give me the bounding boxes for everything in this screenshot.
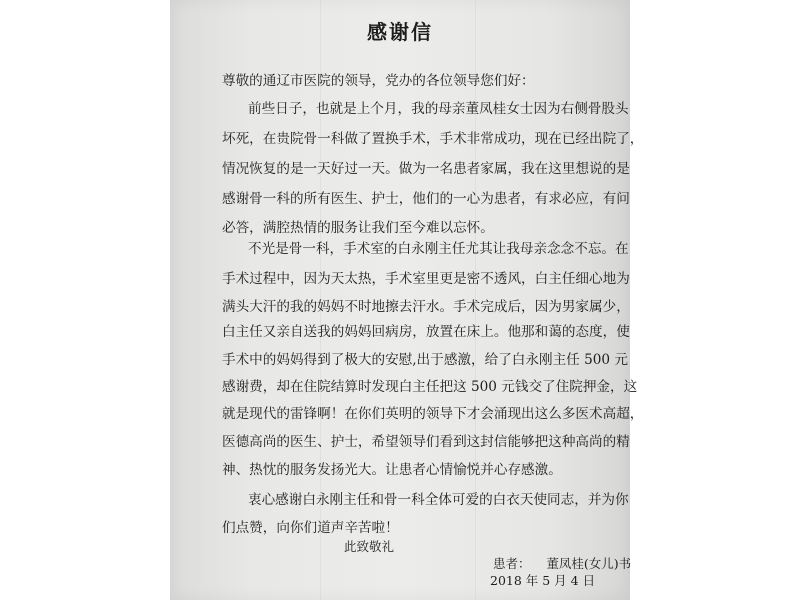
letter-paper — [170, 0, 644, 600]
letter-line: 感谢骨一科的所有医生、护士，他们的一心为患者，有求必应，有问 — [222, 191, 630, 207]
letter-line: 感谢费，却在住院结算时发现白主任把这 500 元钱交了住院押金，这 — [222, 379, 638, 395]
letter-line: 不光是骨一科，手术室的白永刚主任尤其让我母亲念念不忘。在 — [248, 241, 629, 257]
letter-signature: 患者： 董凤桂(女儿)书 — [493, 556, 632, 571]
letter-line: 前些日子，也就是上个月，我的母亲董凤桂女士因为右侧骨股头 — [248, 101, 629, 117]
letter-line: 手术中的妈妈得到了极大的安慰,出于感激，给了白永刚主任 500 元 — [222, 352, 628, 368]
letter-line: 神、热忱的服务发扬光大。让患者心情愉悦并心存感激。 — [222, 462, 562, 478]
letter-line: 们点赞，向你们道声辛苦啦！ — [222, 520, 399, 536]
letter-line: 满头大汗的我的妈妈不时地擦去汗水。手术完成后，因为男家属少， — [222, 299, 630, 315]
letter-line: 白主任又亲自送我的妈妈回病房，放置在床上。他那和蔼的态度，使 — [222, 324, 630, 340]
letter-line: 医德高尚的医生、护士，希望领导们看到这封信能够把这种高尚的精 — [222, 434, 630, 450]
letter-salutation: 尊敬的通辽市医院的领导，党办的各位领导您们好： — [222, 73, 535, 89]
letter-closing: 此致敬礼 — [344, 539, 395, 554]
letter-line: 情况恢复的是一天好过一天。做为一名患者家属，我在这里想说的是 — [222, 161, 630, 177]
letter-line: 就是现代的雷锋啊！在你们英明的领导下才会涌现出这么多医术高超， — [222, 406, 644, 422]
letter-line: 必答，满腔热情的服务让我们至今难以忘怀。 — [222, 220, 494, 236]
letter-title: 感谢信 — [367, 20, 433, 44]
letter-line: 手术过程中，因为天太热，手术室里更是密不透风，白主任细心地为 — [222, 271, 630, 287]
letter-date: 2018 年 5 月 4 日 — [490, 573, 596, 588]
letter-line: 衷心感谢白永刚主任和骨一科全体可爱的白衣天使同志，并为你 — [248, 492, 629, 508]
letter-line: 坏死，在贵院骨一科做了置换手术，手术非常成功，现在已经出院了， — [222, 131, 644, 147]
